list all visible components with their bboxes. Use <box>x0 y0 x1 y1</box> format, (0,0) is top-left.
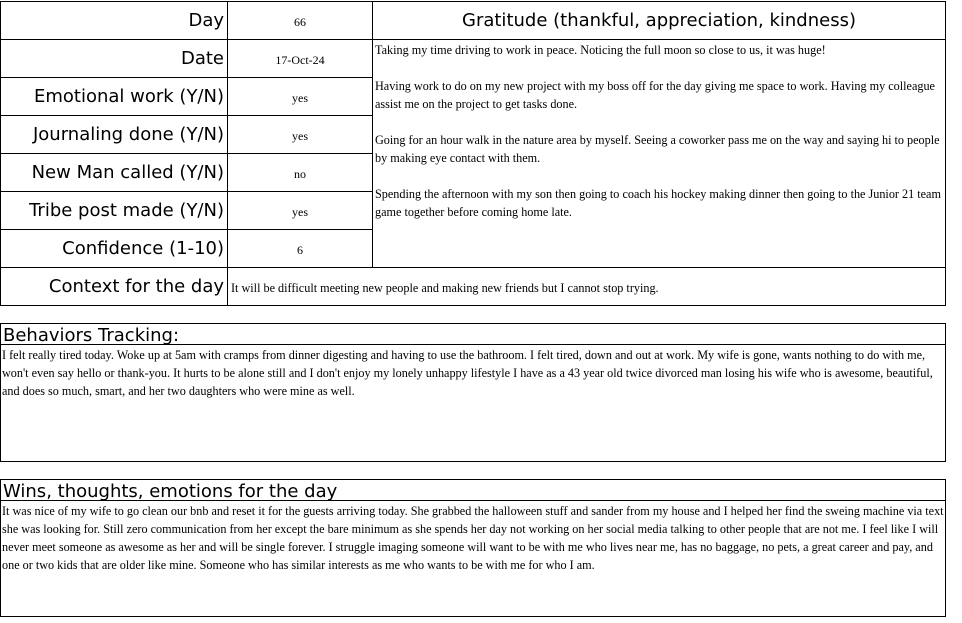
emotional-work-label: Emotional work (Y/N) <box>1 78 228 116</box>
journal-header-table <box>0 1 946 306</box>
gratitude-body[interactable] <box>373 40 945 268</box>
confidence-label: Confidence (1-10) <box>1 230 228 268</box>
gratitude-entry: Going for an hour walk in the nature area by myself. Seeing a coworker pass me on the way and saying hi to people by making eye contact with them. <box>375 133 940 165</box>
tribe-post-label: Tribe post made (Y/N) <box>1 192 228 230</box>
confidence-value[interactable]: 6 <box>228 230 373 268</box>
context-label: Context for the day <box>1 268 228 305</box>
day-label: Day <box>1 2 228 40</box>
wins-section <box>0 479 946 617</box>
gratitude-entry: Having work to do on my new project with my boss off for the day giving me space to work. Having my colleague assist me on the project to get tasks done. <box>375 79 935 111</box>
behaviors-section <box>0 323 946 462</box>
wins-title: Wins, thoughts, emotions for the day <box>1 480 945 501</box>
behaviors-text[interactable]: I felt really tired today. Woke up at 5am with cramps from dinner digesting and having to use the bathroom. I felt tired, down and out at work. My wife is gone, wants nothing to do with me, won't even say hello or thank-you. It hurts to be alone still and I don't enjoy my lonely unhappy lifestyle I have as a 43 year old twice divorced man losing his wife who is awesome, beautiful, and does so much, smart, and her two daughters who were mine as well. <box>2 348 933 398</box>
day-value[interactable]: 66 <box>228 2 373 40</box>
journaling-label: Journaling done (Y/N) <box>1 116 228 154</box>
new-man-called-label: New Man called (Y/N) <box>1 154 228 192</box>
new-man-called-value[interactable]: no <box>228 154 373 192</box>
behaviors-title: Behaviors Tracking: <box>1 324 945 345</box>
context-value[interactable]: It will be difficult meeting new people and making new friends but I cannot stop trying. <box>231 281 659 295</box>
journaling-value[interactable]: yes <box>228 116 373 154</box>
gratitude-title: Gratitude (thankful, appreciation, kindness) <box>373 2 945 40</box>
emotional-work-value[interactable]: yes <box>228 78 373 116</box>
tribe-post-value[interactable]: yes <box>228 192 373 230</box>
wins-text[interactable]: It was nice of my wife to go clean our bnb and reset it for the guests arriving today. She grabbed the halloween stuff and sander from my house and I helped her find the sweing machine via text she was looking for. Still zero communication from her except the bare minimum as she spends her day not working on her social media talking to other people that are not me. I feel like I will never meet someone as awesome as her and will be single forever. I struggle imaging someone will want to be with me who lives near me, has no baggage, no pets, a great career and pay, and one or two kids that are older like mine. Someone who has similar interests as me who wants to be with me for who I am. <box>2 504 944 572</box>
date-label: Date <box>1 40 228 78</box>
date-value[interactable]: 17-Oct-24 <box>228 40 373 78</box>
gratitude-entry: Taking my time driving to work in peace. Noticing the full moon so close to us, it was huge! <box>375 43 826 57</box>
gratitude-entry: Spending the afternoon with my son then going to coach his hockey making dinner then going to the Junior 21 team game together before coming home late. <box>375 187 941 219</box>
